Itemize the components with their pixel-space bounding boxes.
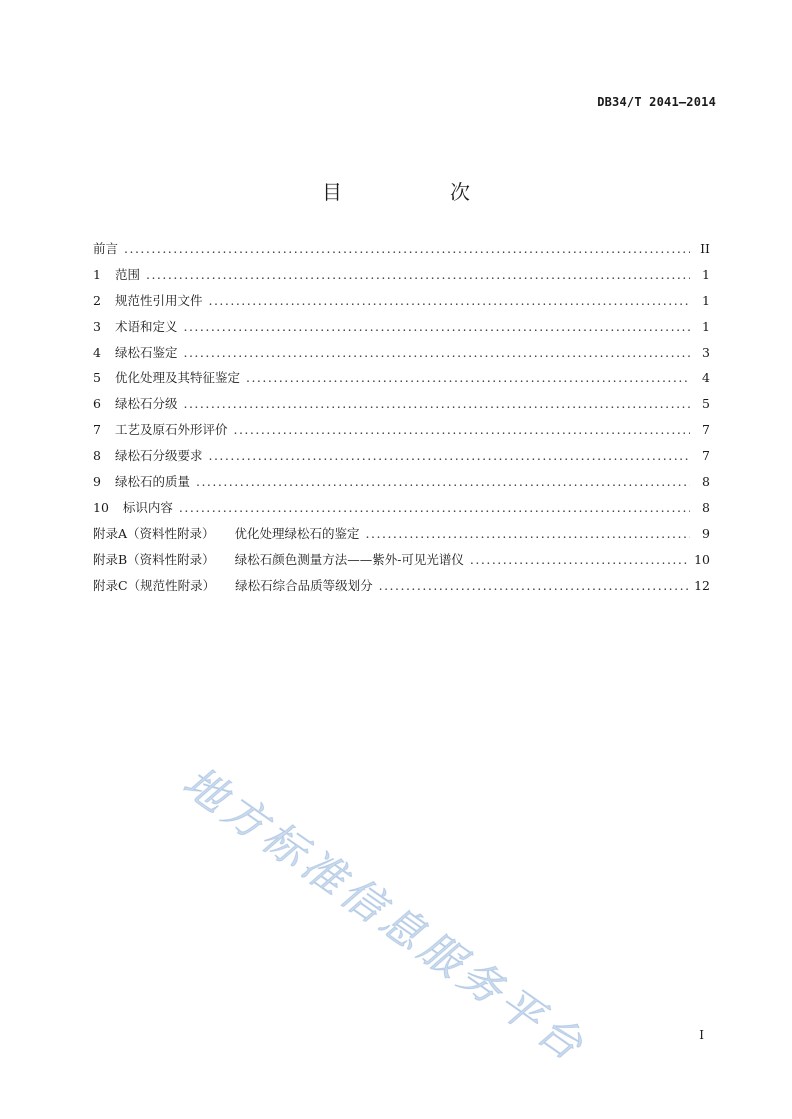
page-number: I (699, 1028, 704, 1042)
toc-entry[interactable] (93, 340, 710, 366)
toc-entry-label: 绿松石的质量 (114, 474, 190, 490)
toc-leader-dots (208, 443, 690, 469)
toc-entry-page: 3 (702, 344, 710, 360)
toc-entry-page: 8 (702, 499, 710, 515)
toc-entry[interactable] (93, 288, 710, 314)
toc-entry-label: 术语和定义 (114, 318, 178, 334)
toc-entry-label: 绿松石综合品质等级划分 (235, 577, 373, 593)
toc-leader-dots (233, 417, 690, 443)
toc-entry-page: 5 (702, 396, 710, 412)
toc-entry-number: 7 (93, 422, 101, 438)
toc-entry-page: 7 (702, 448, 710, 464)
toc-entry[interactable] (93, 495, 710, 521)
toc-entry[interactable] (93, 521, 710, 547)
toc-entry-number: 附录C（规范性附录） (93, 577, 216, 593)
toc-entry-page: 4 (702, 370, 710, 386)
toc-entry-number: 3 (93, 318, 101, 334)
toc-entry-label: 优化处理绿松石的鉴定 (234, 525, 360, 541)
toc-leader-dots (196, 469, 690, 495)
toc-entry-label: 绿松石鉴定 (114, 344, 178, 360)
toc-leader-dots (379, 573, 689, 599)
toc-entry[interactable] (93, 417, 710, 443)
toc-entry-label: 标识内容 (122, 499, 173, 515)
toc-entry-label: 范围 (114, 266, 140, 282)
toc-entry-number: 8 (93, 448, 101, 464)
document-code: DB34/T 2041—2014 (597, 95, 716, 109)
toc-leader-dots (246, 365, 690, 391)
toc-entry[interactable] (93, 573, 710, 599)
toc-entry-number: 10 (93, 499, 109, 515)
toc-entry-number: 9 (93, 474, 101, 490)
toc-entry-label: 优化处理及其特征鉴定 (114, 370, 240, 386)
watermark-text: 地方标准信息服务平台 (174, 756, 596, 1073)
toc-entry-label: 规范性引用文件 (114, 292, 203, 308)
toc-entry-number: 2 (93, 292, 101, 308)
toc-entry-number: 4 (93, 344, 101, 360)
page-title: 目 次 (322, 180, 514, 204)
toc-leader-dots (183, 340, 690, 366)
toc-leader-dots (366, 521, 690, 547)
toc-entry-label: 前言 (93, 241, 119, 256)
toc-entry-page: 1 (702, 266, 710, 282)
toc-entry[interactable] (93, 262, 710, 288)
toc-leader-dots (179, 495, 690, 521)
toc-leader-dots (183, 391, 690, 417)
toc-leader-dots (183, 314, 690, 340)
toc-entry-label: 绿松石分级 (114, 396, 178, 412)
toc-leader-dots (470, 547, 688, 573)
toc-entry-number: 6 (93, 396, 101, 412)
toc-entry[interactable] (93, 443, 710, 469)
toc-entry[interactable] (93, 365, 710, 391)
toc-entry[interactable] (93, 236, 710, 262)
toc-entry[interactable] (93, 314, 710, 340)
toc-entry-page: 1 (702, 318, 710, 334)
toc-entry-page: 1 (702, 292, 710, 308)
toc-entry-page: 9 (702, 525, 710, 541)
toc-leader-dots (208, 288, 690, 314)
toc-entry-number: 附录B（资料性附录） (93, 551, 215, 567)
toc-entry-page: 10 (694, 551, 710, 567)
toc-entry[interactable] (93, 391, 710, 417)
toc-entry-number: 1 (93, 266, 101, 282)
toc-entry-number: 5 (93, 370, 101, 386)
toc-entry-label: 工艺及原石外形评价 (114, 422, 228, 438)
toc-entry[interactable] (93, 547, 710, 573)
toc-entry-page: 12 (694, 577, 710, 593)
toc-entry[interactable] (93, 469, 710, 495)
toc-entry-page: II (700, 241, 710, 256)
toc-leader-dots (124, 236, 690, 262)
toc-entry-label: 绿松石颜色测量方法——紫外-可见光谱仪 (234, 551, 464, 567)
toc-entry-label: 绿松石分级要求 (114, 448, 203, 464)
toc-entry-number: 附录A（资料性附录） (93, 525, 215, 541)
toc-entry-page: 8 (702, 474, 710, 490)
toc-leader-dots (146, 262, 690, 288)
table-of-contents (93, 236, 710, 598)
toc-entry-page: 7 (702, 422, 710, 438)
